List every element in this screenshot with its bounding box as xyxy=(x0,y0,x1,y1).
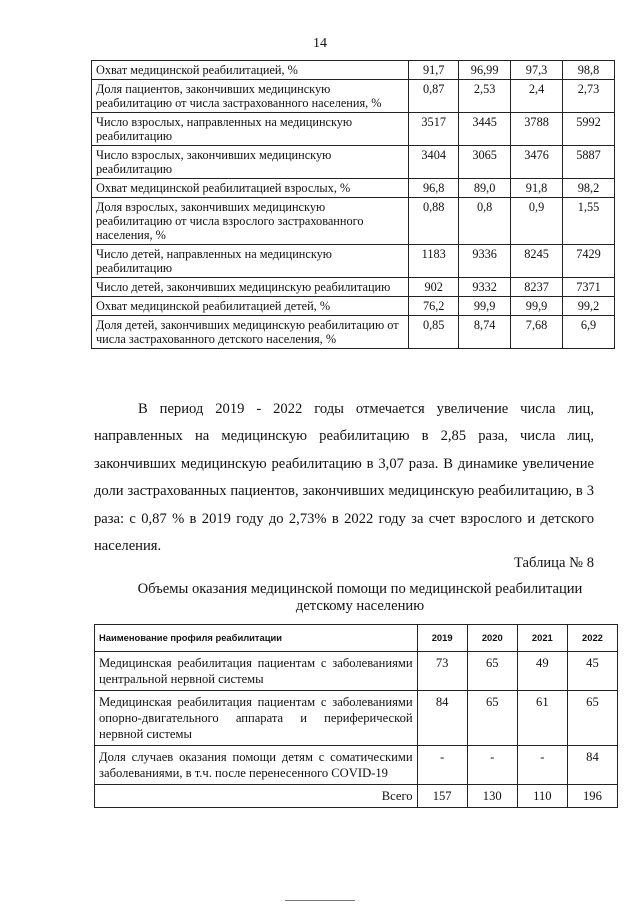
table-cell: 91,7 xyxy=(409,61,459,80)
total-label: Всего xyxy=(95,785,418,808)
table-row xyxy=(92,179,615,198)
column-header-year: 2022 xyxy=(567,625,617,652)
table-cell: 0,85 xyxy=(409,316,459,349)
table-cell: 7,68 xyxy=(511,316,563,349)
total-cell: 196 xyxy=(567,785,617,808)
total-row xyxy=(95,785,618,808)
table-cell: 84 xyxy=(567,746,617,785)
table-cell: - xyxy=(467,746,517,785)
table-number: Таблица № 8 xyxy=(514,555,594,571)
table-cell: 6,9 xyxy=(563,316,615,349)
table-cell: 3476 xyxy=(511,146,563,179)
table-cell: 99,2 xyxy=(563,297,615,316)
row-label: Медицинская реабилитация пациентам с заболеваниями центральной нервной системы xyxy=(95,652,418,691)
table-cell: 61 xyxy=(517,691,567,746)
row-label: Доля случаев оказания помощи детям с соматическими заболеваниями, в т.ч. после перенесенного COVID-19 xyxy=(95,746,418,785)
table-cell: 3445 xyxy=(459,113,511,146)
table-cell: 91,8 xyxy=(511,179,563,198)
table-cell: 45 xyxy=(567,652,617,691)
table-row xyxy=(92,297,615,316)
table-cell: 0,88 xyxy=(409,198,459,245)
table-row xyxy=(92,113,615,146)
table-cell: - xyxy=(417,746,467,785)
table-cell: 9332 xyxy=(459,278,511,297)
table-cell: 2,53 xyxy=(459,80,511,113)
row-label: Число детей, направленных на медицинскую реабилитацию xyxy=(92,245,409,278)
column-header-year: 2021 xyxy=(517,625,567,652)
table-cell: 49 xyxy=(517,652,567,691)
table-cell: 2,73 xyxy=(563,80,615,113)
table-row xyxy=(92,61,615,80)
row-label: Число взрослых, закончивших медицинскую реабилитацию xyxy=(92,146,409,179)
table-cell: 8237 xyxy=(511,278,563,297)
table-row xyxy=(95,652,618,691)
table-cell: 65 xyxy=(467,691,517,746)
table-cell: 9336 xyxy=(459,245,511,278)
table-cell: 3788 xyxy=(511,113,563,146)
table-cell: 3065 xyxy=(459,146,511,179)
table-cell: 97,3 xyxy=(511,61,563,80)
total-cell: 157 xyxy=(417,785,467,808)
table-cell: 98,8 xyxy=(563,61,615,80)
row-label: Число взрослых, направленных на медицинскую реабилитацию xyxy=(92,113,409,146)
table-cell: 1,55 xyxy=(563,198,615,245)
table-cell: 0,87 xyxy=(409,80,459,113)
table-cell: - xyxy=(517,746,567,785)
table-cell: 65 xyxy=(467,652,517,691)
table-cell: 8,74 xyxy=(459,316,511,349)
table-row xyxy=(92,245,615,278)
table-row xyxy=(92,146,615,179)
table-cell: 5992 xyxy=(563,113,615,146)
table-header-row xyxy=(95,625,618,652)
table-cell: 84 xyxy=(417,691,467,746)
table-cell: 7429 xyxy=(563,245,615,278)
column-header-name: Наименование профиля реабилитации xyxy=(95,625,418,652)
table-cell: 3404 xyxy=(409,146,459,179)
total-cell: 130 xyxy=(467,785,517,808)
row-label: Доля детей, закончивших медицинскую реабилитацию от числа застрахованного детского населения, % xyxy=(92,316,409,349)
row-label: Доля взрослых, закончивших медицинскую реабилитацию от числа взрослого застрахованного населения, % xyxy=(92,198,409,245)
total-cell: 110 xyxy=(517,785,567,808)
table-title: Объемы оказания медицинской помощи по медицинской реабилитации детскому населению xyxy=(137,581,583,614)
table-cell: 76,2 xyxy=(409,297,459,316)
table-cell: 2,4 xyxy=(511,80,563,113)
row-label: Число детей, закончивших медицинскую реабилитацию xyxy=(92,278,409,297)
rehabilitation-stats-table-body xyxy=(92,61,615,349)
table-cell: 65 xyxy=(567,691,617,746)
table-row xyxy=(92,80,615,113)
page-number: 14 xyxy=(313,36,327,51)
table-cell: 0,8 xyxy=(459,198,511,245)
table-row xyxy=(92,316,615,349)
column-header-year: 2020 xyxy=(467,625,517,652)
children-rehabilitation-table xyxy=(94,624,618,808)
table-row xyxy=(92,198,615,245)
table-cell: 99,9 xyxy=(459,297,511,316)
column-header-year: 2019 xyxy=(417,625,467,652)
table-row xyxy=(92,278,615,297)
table-row xyxy=(95,746,618,785)
table-cell: 96,8 xyxy=(409,179,459,198)
table-cell: 98,2 xyxy=(563,179,615,198)
summary-paragraph: В период 2019 - 2022 годы отмечается увеличение числа лиц, направленных на медицинскую реабилитацию в 2,85 раза, числа лиц, закончивших медицинскую реабилитацию в 3,07 раза. В динамике увеличение доли застрахованных пациентов, закончивших медицинскую реабилитацию, в 3 раза: с 0,87 % в 2019 году до 2,73% в 2022 году за счет взрослого и детского населения. xyxy=(94,401,594,555)
rehabilitation-stats-table xyxy=(91,60,615,349)
table-cell: 902 xyxy=(409,278,459,297)
table-cell: 73 xyxy=(417,652,467,691)
row-label: Охват медицинской реабилитацией, % xyxy=(92,61,409,80)
row-label: Медицинская реабилитация пациентам с заболеваниями опорно-двигательного аппарата и периферической нервной системы xyxy=(95,691,418,746)
table-cell: 7371 xyxy=(563,278,615,297)
table-cell: 5887 xyxy=(563,146,615,179)
bottom-divider xyxy=(285,900,355,901)
row-label: Охват медицинской реабилитацией взрослых, % xyxy=(92,179,409,198)
table-cell: 0,9 xyxy=(511,198,563,245)
table-cell: 3517 xyxy=(409,113,459,146)
table-cell: 8245 xyxy=(511,245,563,278)
children-rehabilitation-table-body xyxy=(95,652,618,808)
table-cell: 96,99 xyxy=(459,61,511,80)
table-row xyxy=(95,691,618,746)
table-cell: 99,9 xyxy=(511,297,563,316)
table-cell: 89,0 xyxy=(459,179,511,198)
row-label: Доля пациентов, закончивших медицинскую реабилитацию от числа застрахованного населения, % xyxy=(92,80,409,113)
table-cell: 1183 xyxy=(409,245,459,278)
row-label: Охват медицинской реабилитацией детей, % xyxy=(92,297,409,316)
